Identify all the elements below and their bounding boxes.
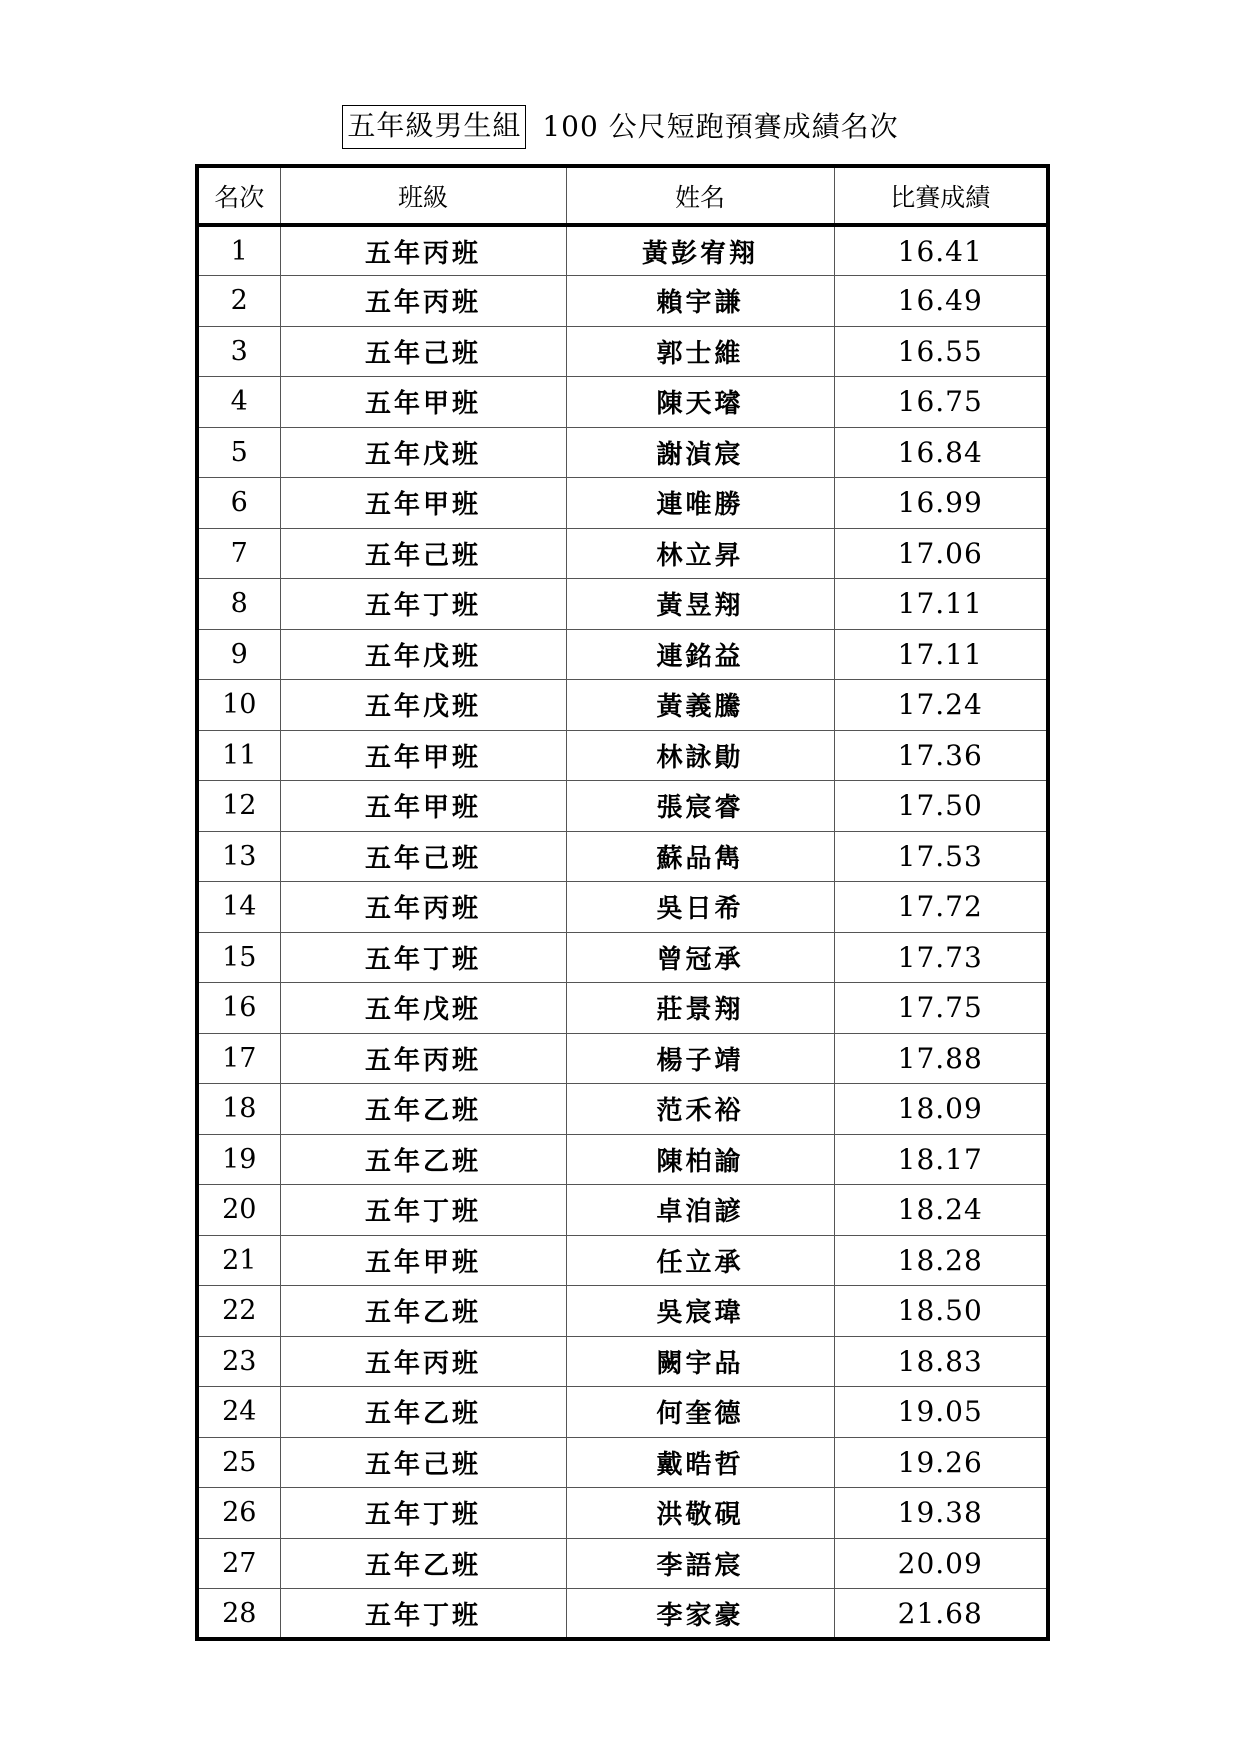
score-cell: 19.05: [834, 1387, 1048, 1438]
score-cell: 18.17: [834, 1134, 1048, 1185]
rank-cell: 16: [197, 983, 280, 1034]
table-row: [197, 1134, 1048, 1185]
name-cell: 林立昇: [566, 528, 834, 579]
rank-cell: 19: [197, 1134, 280, 1185]
name-cell: 賴宇謙: [566, 276, 834, 327]
rank-cell: 12: [197, 781, 280, 832]
table-row: [197, 478, 1048, 529]
score-cell: 18.09: [834, 1084, 1048, 1135]
rank-cell: 18: [197, 1084, 280, 1135]
class-cell: 五年戊班: [280, 427, 566, 478]
name-cell: 范禾裕: [566, 1084, 834, 1135]
rank-cell: 6: [197, 478, 280, 529]
rank-cell: 21: [197, 1235, 280, 1286]
rank-cell: 5: [197, 427, 280, 478]
class-cell: 五年乙班: [280, 1084, 566, 1135]
rank-cell: 20: [197, 1185, 280, 1236]
table-row: [197, 377, 1048, 428]
table-row: [197, 1538, 1048, 1589]
class-cell: 五年甲班: [280, 1235, 566, 1286]
rank-cell: 25: [197, 1437, 280, 1488]
rank-cell: 14: [197, 882, 280, 933]
name-cell: 陳天璿: [566, 377, 834, 428]
title-boxed-group-label: 五年級男生組: [342, 105, 526, 149]
score-cell: 17.50: [834, 781, 1048, 832]
name-cell: 洪敬硯: [566, 1488, 834, 1539]
name-cell: 林詠勛: [566, 730, 834, 781]
score-cell: 21.68: [834, 1589, 1048, 1640]
score-cell: 16.41: [834, 225, 1048, 276]
score-cell: 18.50: [834, 1286, 1048, 1337]
rank-cell: 27: [197, 1538, 280, 1589]
class-cell: 五年己班: [280, 1437, 566, 1488]
rank-cell: 17: [197, 1033, 280, 1084]
table-row: [197, 1185, 1048, 1236]
class-cell: 五年丁班: [280, 1488, 566, 1539]
name-cell: 黃義騰: [566, 680, 834, 731]
rank-cell: 2: [197, 276, 280, 327]
table-row: [197, 781, 1048, 832]
rank-cell: 10: [197, 680, 280, 731]
class-cell: 五年丙班: [280, 882, 566, 933]
rank-cell: 28: [197, 1589, 280, 1640]
class-cell: 五年甲班: [280, 730, 566, 781]
name-cell: 連唯勝: [566, 478, 834, 529]
class-cell: 五年戊班: [280, 983, 566, 1034]
table-row: [197, 1033, 1048, 1084]
class-cell: 五年己班: [280, 528, 566, 579]
results-table: [195, 164, 1050, 1641]
class-cell: 五年甲班: [280, 781, 566, 832]
name-cell: 蘇品雋: [566, 831, 834, 882]
rank-cell: 24: [197, 1387, 280, 1438]
class-cell: 五年丁班: [280, 1589, 566, 1640]
rank-cell: 11: [197, 730, 280, 781]
name-cell: 謝湞宸: [566, 427, 834, 478]
name-cell: 吳宸瑋: [566, 1286, 834, 1337]
score-cell: 16.55: [834, 326, 1048, 377]
class-cell: 五年丙班: [280, 1336, 566, 1387]
score-cell: 18.24: [834, 1185, 1048, 1236]
table-row: [197, 427, 1048, 478]
score-cell: 17.72: [834, 882, 1048, 933]
table-row: [197, 1235, 1048, 1286]
score-cell: 19.38: [834, 1488, 1048, 1539]
rank-cell: 13: [197, 831, 280, 882]
score-cell: 17.73: [834, 932, 1048, 983]
table-row: [197, 831, 1048, 882]
table-row: [197, 932, 1048, 983]
name-cell: 闕宇品: [566, 1336, 834, 1387]
name-cell: 任立承: [566, 1235, 834, 1286]
rank-cell: 8: [197, 579, 280, 630]
rank-cell: 4: [197, 377, 280, 428]
name-cell: 戴晧哲: [566, 1437, 834, 1488]
class-cell: 五年戊班: [280, 680, 566, 731]
score-cell: 16.49: [834, 276, 1048, 327]
score-cell: 17.53: [834, 831, 1048, 882]
rank-cell: 26: [197, 1488, 280, 1539]
table-row: [197, 629, 1048, 680]
score-cell: 17.36: [834, 730, 1048, 781]
class-cell: 五年己班: [280, 326, 566, 377]
page-title: [342, 105, 898, 149]
title-event-label: 100 公尺短跑預賽成績名次: [542, 110, 899, 143]
rank-cell: 9: [197, 629, 280, 680]
table-row: [197, 1589, 1048, 1640]
header-class: 班級: [280, 166, 566, 225]
class-cell: 五年乙班: [280, 1538, 566, 1589]
name-cell: 何奎德: [566, 1387, 834, 1438]
score-cell: 18.83: [834, 1336, 1048, 1387]
table-header-row: [197, 166, 1048, 225]
class-cell: 五年丙班: [280, 1033, 566, 1084]
class-cell: 五年丙班: [280, 225, 566, 276]
table-row: [197, 225, 1048, 276]
score-cell: 17.24: [834, 680, 1048, 731]
table-row: [197, 1387, 1048, 1438]
class-cell: 五年乙班: [280, 1286, 566, 1337]
table-row: [197, 1488, 1048, 1539]
table-row: [197, 579, 1048, 630]
header-name: 姓名: [566, 166, 834, 225]
score-cell: 17.75: [834, 983, 1048, 1034]
name-cell: 曾冠承: [566, 932, 834, 983]
rank-cell: 23: [197, 1336, 280, 1387]
class-cell: 五年丙班: [280, 276, 566, 327]
name-cell: 張宸睿: [566, 781, 834, 832]
header-rank: 名次: [197, 166, 280, 225]
score-cell: 17.88: [834, 1033, 1048, 1084]
name-cell: 連銘益: [566, 629, 834, 680]
table-row: [197, 276, 1048, 327]
rank-cell: 7: [197, 528, 280, 579]
table-row: [197, 1336, 1048, 1387]
score-cell: 16.84: [834, 427, 1048, 478]
class-cell: 五年丁班: [280, 932, 566, 983]
score-cell: 17.06: [834, 528, 1048, 579]
name-cell: 郭士維: [566, 326, 834, 377]
header-score: 比賽成績: [834, 166, 1048, 225]
class-cell: 五年乙班: [280, 1387, 566, 1438]
name-cell: 吳日希: [566, 882, 834, 933]
table-row: [197, 326, 1048, 377]
name-cell: 楊子靖: [566, 1033, 834, 1084]
class-cell: 五年乙班: [280, 1134, 566, 1185]
score-cell: 20.09: [834, 1538, 1048, 1589]
title-line: [0, 102, 1241, 152]
rank-cell: 15: [197, 932, 280, 983]
table-row: [197, 1437, 1048, 1488]
table-row: [197, 882, 1048, 933]
table-row: [197, 730, 1048, 781]
score-cell: 17.11: [834, 579, 1048, 630]
score-cell: 16.99: [834, 478, 1048, 529]
name-cell: 黃昱翔: [566, 579, 834, 630]
name-cell: 黃彭宥翔: [566, 225, 834, 276]
table-row: [197, 680, 1048, 731]
table-row: [197, 528, 1048, 579]
table-row: [197, 1286, 1048, 1337]
name-cell: 李家豪: [566, 1589, 834, 1640]
class-cell: 五年丁班: [280, 579, 566, 630]
class-cell: 五年己班: [280, 831, 566, 882]
table-body: [197, 225, 1048, 1639]
table-row: [197, 1084, 1048, 1135]
class-cell: 五年戊班: [280, 629, 566, 680]
class-cell: 五年甲班: [280, 377, 566, 428]
class-cell: 五年丁班: [280, 1185, 566, 1236]
rank-cell: 3: [197, 326, 280, 377]
name-cell: 莊景翔: [566, 983, 834, 1034]
score-cell: 17.11: [834, 629, 1048, 680]
score-cell: 16.75: [834, 377, 1048, 428]
name-cell: 李語宸: [566, 1538, 834, 1589]
name-cell: 陳柏諭: [566, 1134, 834, 1185]
name-cell: 卓洎諺: [566, 1185, 834, 1236]
table-row: [197, 983, 1048, 1034]
score-cell: 18.28: [834, 1235, 1048, 1286]
class-cell: 五年甲班: [280, 478, 566, 529]
score-cell: 19.26: [834, 1437, 1048, 1488]
rank-cell: 1: [197, 225, 280, 276]
rank-cell: 22: [197, 1286, 280, 1337]
